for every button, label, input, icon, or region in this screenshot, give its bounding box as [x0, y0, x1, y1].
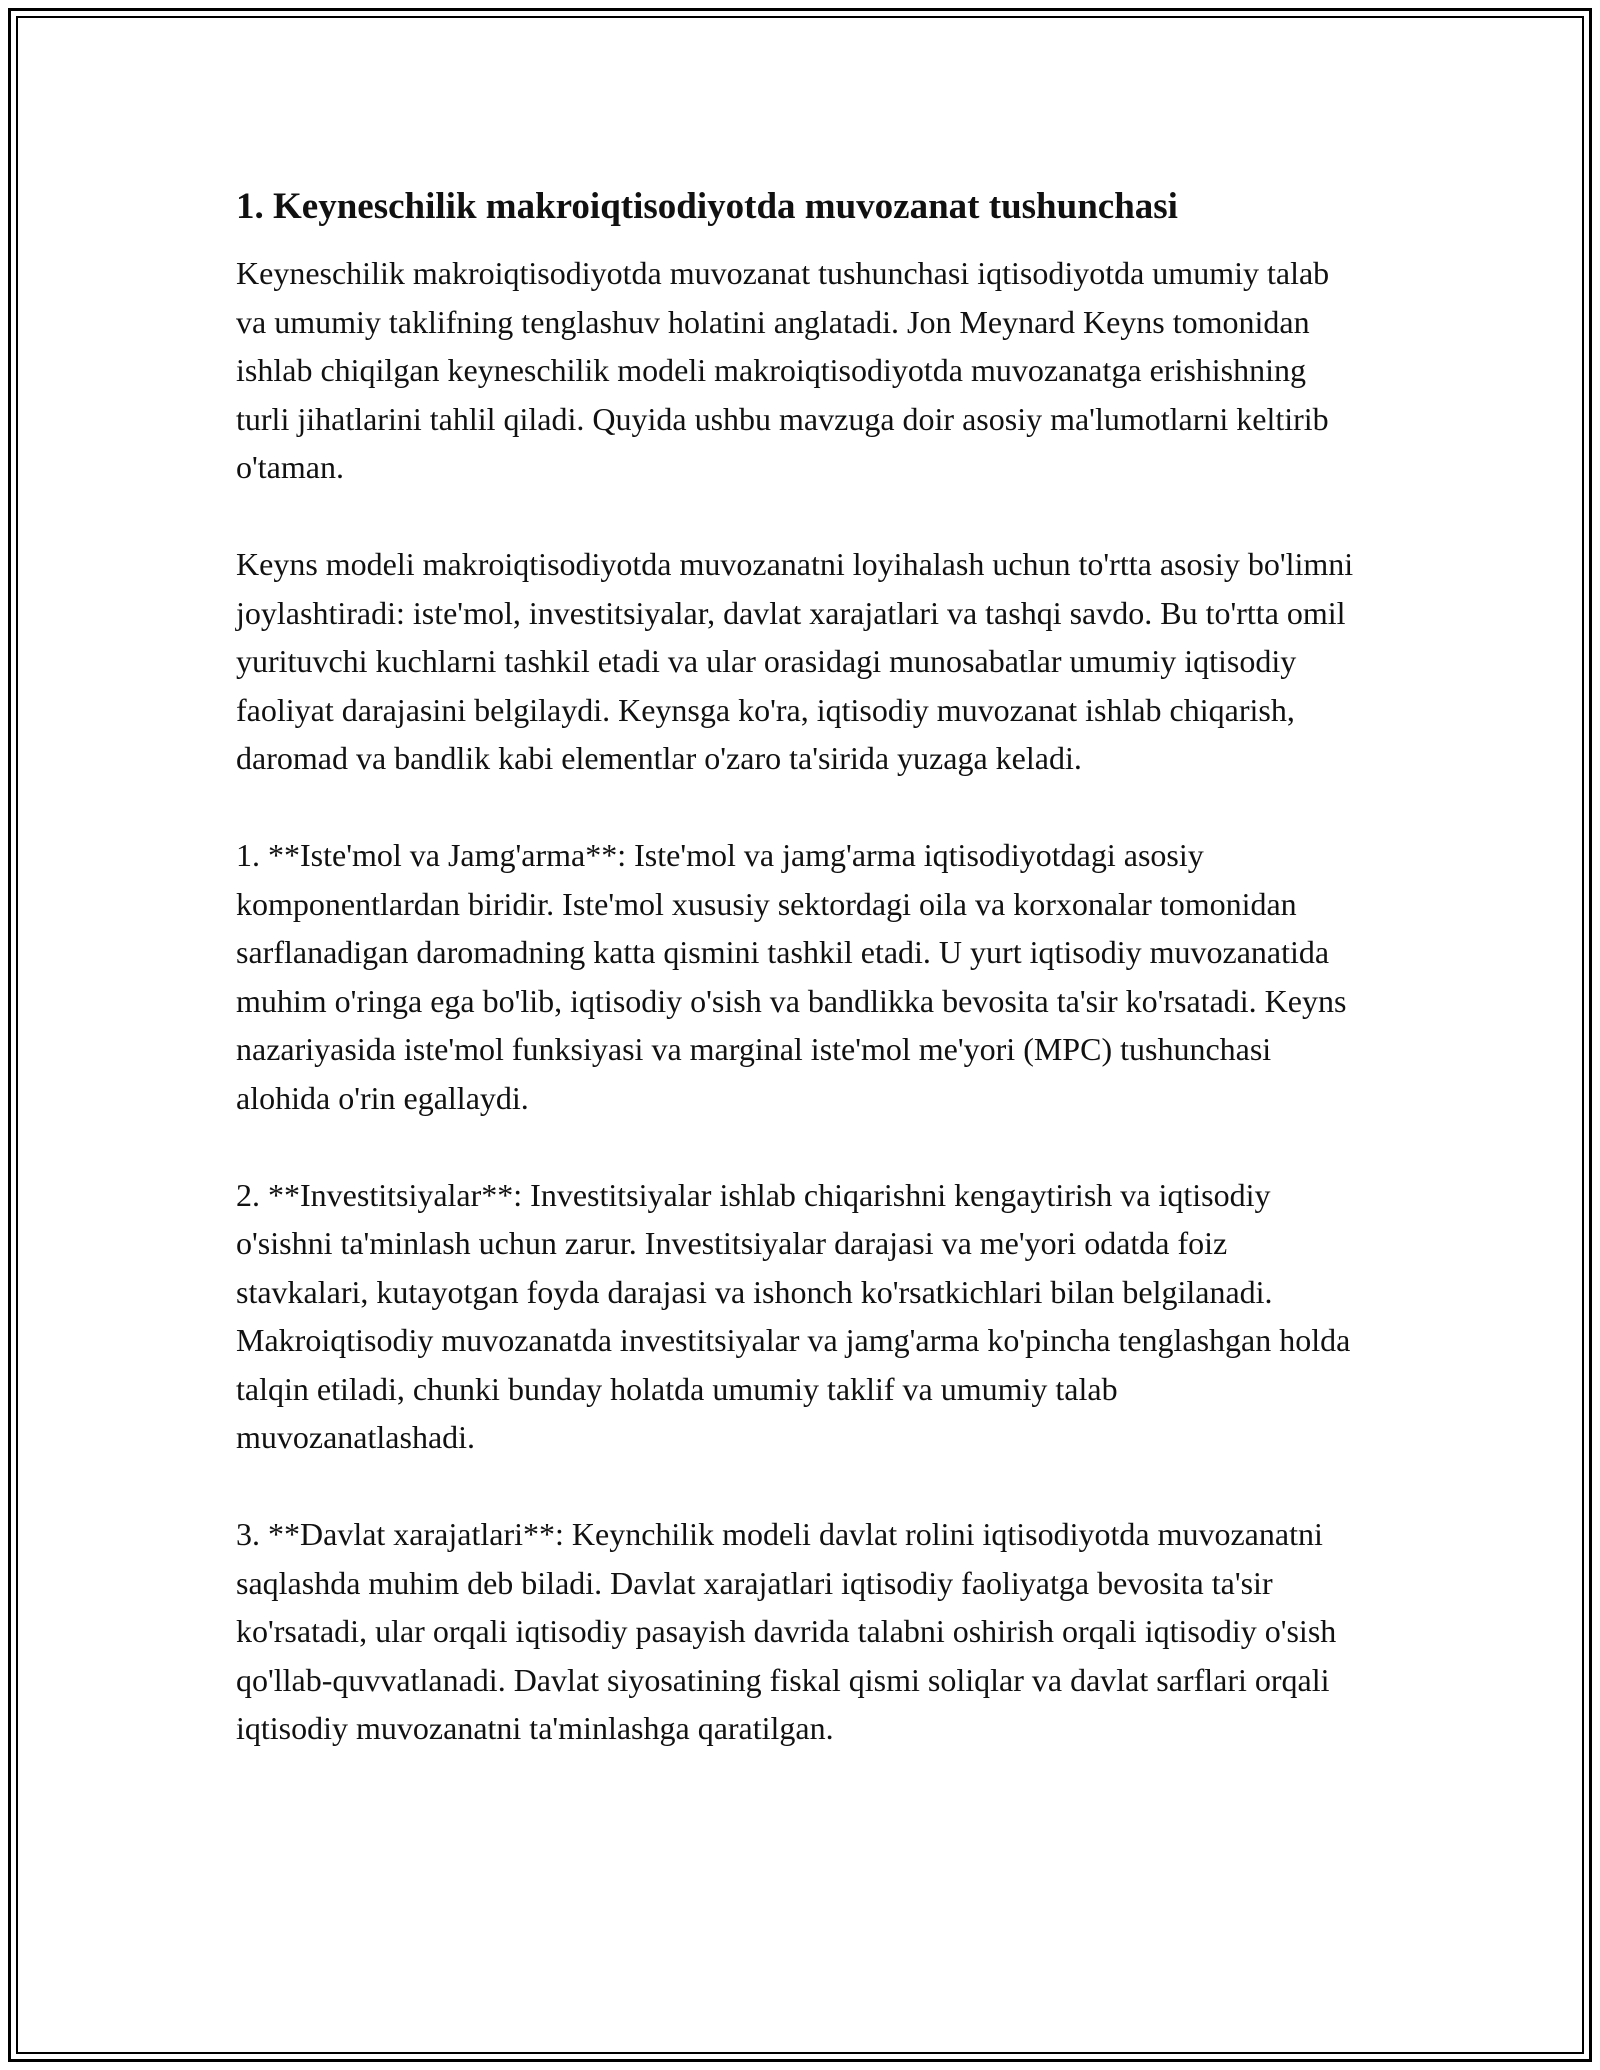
- document-title: 1. Keyneschilik makroiqtisodiyotda muvozanat tushunchasi: [236, 186, 1178, 227]
- government-spending-paragraph: 3. **Davlat xarajatlari**: Keynchilik modeli davlat rolini iqtisodiyotda muvozanatni saqlashda muhim deb biladi. Davlat xarajatlari iqtisodiy faoliyatga bevosita ta'sir ko'rsatadi, ular orqali iqtisodiy pasayish davrida talabni oshirish orqali iqtisodiy o'sish qo'llab-quvvatlanadi. Davlat siyosatining fiskal qismi soliqlar va davlat sarflari orqali iqtisodiy muvozanatni ta'minlashga qaratilgan.: [236, 1516, 1337, 1746]
- intro-paragraph: Keyneschilik makroiqtisodiyotda muvozanat tushunchasi iqtisodiyotda umumiy talab va umumiy taklifning tenglashuv holatini anglatadi. Jon Meynard Keyns tomonidan ishlab chiqilgan keyneschilik modeli makroiqtisodiyotda muvozanatga erishishning turli jihatlarini tahlil qiladi. Quyida ushbu mavzuga doir asosiy ma'lumotlarni keltirib o'taman.: [236, 255, 1330, 485]
- investments-paragraph: 2. **Investitsiyalar**: Investitsiyalar ishlab chiqarishni kengaytirish va iqtisodiy o'sishni ta'minlash uchun zarur. Investitsiyalar darajasi va me'yori odatda foiz stavkalari, kutayotgan foyda darajasi va ishonch ko'rsatkichlari bilan belgilanadi. Makroiqtisodiy muvozanatda investitsiyalar va jamg'arma ko'pincha tenglashgan holda talqin etiladi, chunki bunday holatda umumiy taklif va umumiy talab muvozanatlashadi.: [236, 1176, 1351, 1455]
- keynes-model-paragraph: Keyns modeli makroiqtisodiyotda muvozanatni loyihalash uchun to'rtta asosiy bo'limni joylashtiradi: iste'mol, investitsiyalar, davlat xarajatlari va tashqi savdo. Bu to'rtta omil yurituvchi kuchlarni tashkil etadi va ular orasidagi munosabatlar umumiy iqtisodiy faoliyat darajasini belgilaydi. Keynsga ko'ra, iqtisodiy muvozanat ishlab chiqarish, daromad va bandlik kabi elementlar o'zaro ta'sirida yuzaga keladi.: [236, 546, 1354, 776]
- document-body: [236, 185, 1356, 1801]
- consumption-savings-paragraph: 1. **Iste'mol va Jamg'arma**: Iste'mol va jamg'arma iqtisodiyotdagi asosiy komponentlardan biridir. Iste'mol xususiy sektordagi oila va korxonalar tomonidan sarflanadigan daromadning katta qismini tashkil etadi. U yurt iqtisodiy muvozanatida muhim o'ringa ega bo'lib, iqtisodiy o'sish va bandlikka bevosita ta'sir ko'rsatadi. Keyns nazariyasida iste'mol funksiyasi va marginal iste'mol me'yori (MPC) tushunchasi alohida o'rin egallaydi.: [236, 837, 1347, 1116]
